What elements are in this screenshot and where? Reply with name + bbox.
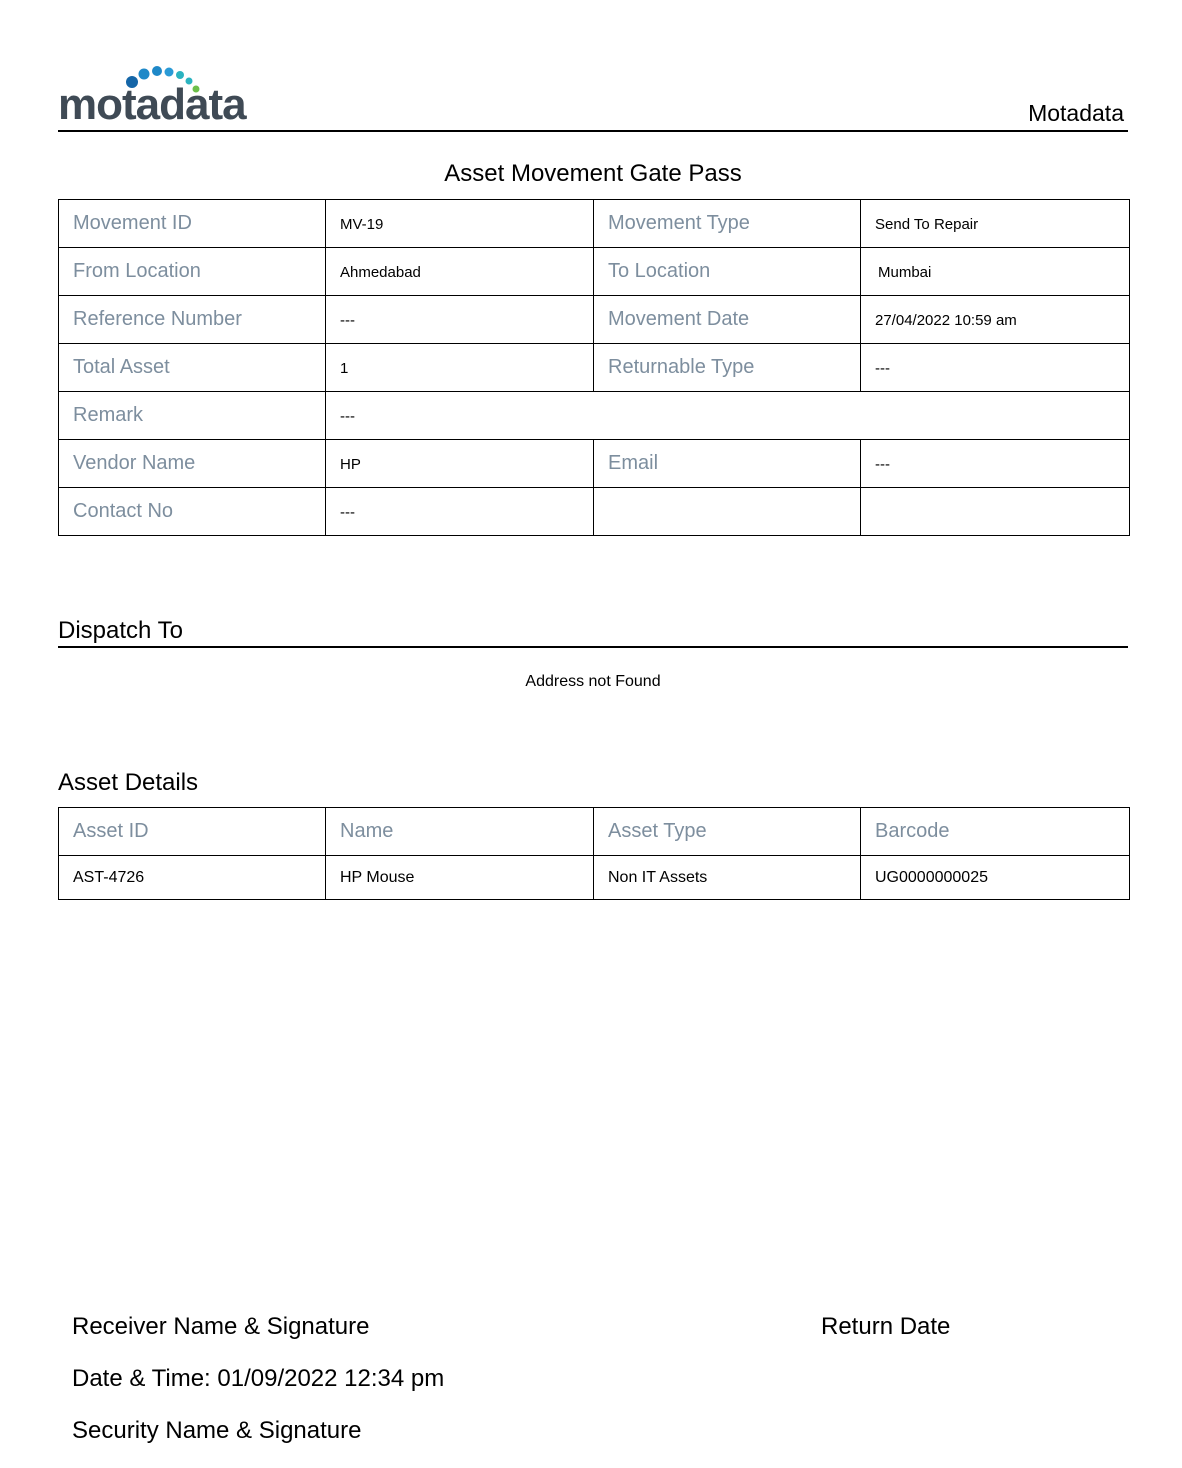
header-divider — [58, 130, 1128, 132]
to-location-value: Mumbai — [861, 248, 1130, 296]
returnable-type-value: --- — [861, 344, 1130, 392]
movement-date-value: 27/04/2022 10:59 am — [861, 296, 1130, 344]
asset-type-cell: Non IT Assets — [594, 856, 861, 900]
movement-date-label: Movement Date — [594, 296, 861, 344]
asset-details-heading: Asset Details — [58, 769, 199, 796]
dispatch-address: Address not Found — [525, 673, 661, 690]
empty-cell — [861, 488, 1130, 536]
from-location-label: From Location — [59, 248, 326, 296]
reference-number-label: Reference Number — [59, 296, 326, 344]
table-header-row — [59, 808, 1130, 856]
column-header-asset-type: Asset Type — [594, 808, 861, 856]
from-location-value: Ahmedabad — [326, 248, 594, 296]
asset-name-cell: HP Mouse — [326, 856, 594, 900]
movement-type-value: Send To Repair — [861, 200, 1130, 248]
column-header-name: Name — [326, 808, 594, 856]
vendor-name-label: Vendor Name — [59, 440, 326, 488]
movement-id-label: Movement ID — [59, 200, 326, 248]
movement-id-value: MV-19 — [326, 200, 594, 248]
to-location-label: To Location — [594, 248, 861, 296]
logo-wordmark: motadata — [58, 80, 246, 129]
return-date-label: Return Date — [821, 1313, 951, 1340]
contact-no-value: --- — [326, 488, 594, 536]
contact-no-label: Contact No — [59, 488, 326, 536]
table-row — [59, 440, 1130, 488]
column-header-barcode: Barcode — [861, 808, 1130, 856]
security-signature-label: Security Name & Signature — [72, 1417, 362, 1444]
email-value: --- — [861, 440, 1130, 488]
table-row — [59, 248, 1130, 296]
table-row — [59, 200, 1130, 248]
remark-value: --- — [326, 392, 1130, 440]
page-title: Asset Movement Gate Pass — [444, 160, 742, 187]
table-row — [59, 296, 1130, 344]
returnable-type-label: Returnable Type — [594, 344, 861, 392]
total-asset-value: 1 — [326, 344, 594, 392]
empty-cell — [594, 488, 861, 536]
table-row — [59, 392, 1130, 440]
vendor-name-value: HP — [326, 440, 594, 488]
receiver-signature-label: Receiver Name & Signature — [72, 1313, 370, 1340]
datetime-label: Date & Time: 01/09/2022 12:34 pm — [72, 1365, 445, 1392]
asset-details-table — [58, 807, 1130, 900]
table-row — [59, 488, 1130, 536]
table-row — [59, 856, 1130, 900]
movement-type-label: Movement Type — [594, 200, 861, 248]
dispatch-to-heading: Dispatch To — [58, 617, 183, 644]
reference-number-value: --- — [326, 296, 594, 344]
column-header-asset-id: Asset ID — [59, 808, 326, 856]
table-row — [59, 344, 1130, 392]
remark-label: Remark — [59, 392, 326, 440]
asset-id-cell: AST-4726 — [59, 856, 326, 900]
motadata-logo — [58, 66, 248, 129]
company-name: Motadata — [1028, 100, 1124, 126]
dispatch-divider — [58, 646, 1128, 648]
email-label: Email — [594, 440, 861, 488]
movement-info-table — [58, 199, 1130, 536]
total-asset-label: Total Asset — [59, 344, 326, 392]
barcode-cell: UG0000000025 — [861, 856, 1130, 900]
